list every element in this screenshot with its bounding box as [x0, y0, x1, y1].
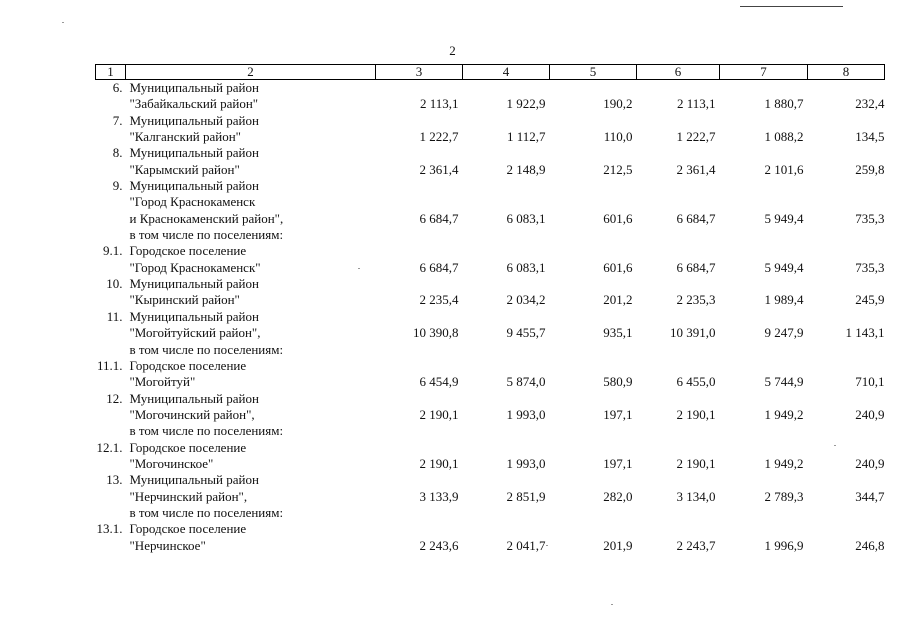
value-cell: [463, 342, 550, 358]
value-cell: [550, 342, 637, 358]
table-row: [96, 243, 885, 276]
row-name: [126, 472, 376, 505]
value-cell: 197,1: [603, 406, 633, 422]
row-name-line: "Кыринский район": [129, 292, 240, 308]
value-cell: 1 949,2: [764, 455, 804, 471]
header-cell: 1: [96, 65, 126, 80]
value-cell: [637, 505, 720, 521]
value-cell: 2 101,6: [764, 161, 804, 177]
row-number: 8.: [112, 145, 123, 161]
row-name: [126, 178, 376, 227]
value-cell: 1 088,2: [764, 129, 804, 145]
value-cell: 212,5: [603, 161, 633, 177]
row-number: [96, 505, 126, 521]
value-cell: 2 190,1: [676, 406, 716, 422]
row-number: 11.: [106, 308, 123, 324]
row-name-line: "Нерчинский район",: [129, 488, 248, 504]
row-number: [96, 423, 126, 439]
value-cell: 6 684,7: [419, 210, 459, 226]
value-cell: 1 222,7: [419, 129, 459, 145]
top-rule: [740, 6, 843, 7]
value-cell: [463, 227, 550, 243]
value-cell: 735,3: [855, 210, 885, 226]
row-number: 10.: [106, 276, 123, 292]
value-cell: 3 133,9: [419, 488, 459, 504]
row-name: [126, 243, 376, 276]
header-cell: 4: [463, 65, 550, 80]
value-cell: 110,0: [603, 129, 633, 145]
value-cell: 6 083,1: [506, 210, 546, 226]
row-number: 12.1.: [96, 439, 123, 455]
table-row: [96, 113, 885, 146]
row-name: [126, 309, 376, 342]
value-cell: 201,2: [603, 292, 633, 308]
row-name-line: Муниципальный район: [129, 178, 259, 194]
value-cell: 245,9: [855, 292, 885, 308]
value-cell: 1 996,9: [764, 537, 804, 553]
value-cell: [808, 227, 885, 243]
value-cell: 2 113,1: [676, 96, 716, 112]
value-cell: 1 989,4: [764, 292, 804, 308]
table-row: [96, 423, 885, 439]
value-cell: 134,5: [855, 129, 885, 145]
value-cell: [550, 423, 637, 439]
row-name-line: в том числе по поселениям:: [129, 227, 284, 243]
table-row: [96, 342, 885, 358]
table-row: [96, 358, 885, 391]
header-cell: 3: [376, 65, 463, 80]
value-cell: [376, 505, 463, 521]
table-row: [96, 145, 885, 178]
value-cell: 2 235,4: [419, 292, 459, 308]
row-name-line: Муниципальный район: [129, 308, 259, 324]
row-name-line: Муниципальный район: [129, 276, 259, 292]
value-cell: 6 684,7: [419, 259, 459, 275]
value-cell: 2 148,9: [506, 161, 546, 177]
value-cell: 1 949,2: [764, 406, 804, 422]
table-row: [96, 309, 885, 342]
row-name-line: Муниципальный район: [129, 472, 259, 488]
row-number: 6.: [112, 80, 123, 95]
row-name: [126, 227, 376, 243]
row-name-line: "Нерчинское": [129, 537, 206, 553]
row-name-line: Муниципальный район: [129, 145, 259, 161]
row-name-line: Городское поселение: [129, 439, 247, 455]
table-row: [96, 472, 885, 505]
header-row: [96, 65, 885, 80]
row-name-line: Муниципальный район: [129, 112, 259, 128]
value-cell: 2 243,7: [676, 537, 716, 553]
header-cell: 7: [720, 65, 808, 80]
row-number: 13.1.: [96, 521, 123, 537]
value-cell: 1 143,1: [845, 325, 885, 341]
row-name-line: "Могочинское": [129, 455, 214, 471]
value-cell: 2 034,2: [506, 292, 546, 308]
value-cell: 232,4: [855, 96, 885, 112]
row-number: 12.: [106, 390, 123, 406]
row-name: [126, 423, 376, 439]
value-cell: 1 922,9: [506, 96, 546, 112]
value-cell: 2 235,3: [676, 292, 716, 308]
value-cell: 601,6: [603, 210, 633, 226]
budget-table: [95, 64, 885, 554]
value-cell: 190,2: [603, 96, 633, 112]
scan-speck: [834, 445, 836, 446]
table-row: [96, 80, 885, 113]
row-name: [126, 342, 376, 358]
table-body: [96, 80, 885, 554]
value-cell: 240,9: [855, 406, 885, 422]
row-name: [126, 80, 376, 113]
header-cell: 8: [808, 65, 885, 80]
value-cell: 1 880,7: [764, 96, 804, 112]
row-name-line: "Могочинский район",: [129, 406, 255, 422]
value-cell: 240,9: [855, 455, 885, 471]
row-name-line: "Город Краснокаменск": [129, 259, 261, 275]
value-cell: 5 744,9: [764, 374, 804, 390]
value-cell: 2 190,1: [676, 455, 716, 471]
value-cell: 10 390,8: [413, 325, 459, 341]
scan-speck: [611, 604, 613, 605]
value-cell: [720, 227, 808, 243]
row-number: 13.: [106, 472, 123, 488]
value-cell: [637, 227, 720, 243]
value-cell: 735,3: [855, 259, 885, 275]
value-cell: 580,9: [603, 374, 633, 390]
value-cell: 2 361,4: [676, 161, 716, 177]
value-cell: 344,7: [855, 488, 885, 504]
row-name: [126, 358, 376, 391]
value-cell: 3 134,0: [676, 488, 716, 504]
value-cell: 2 361,4: [419, 161, 459, 177]
scan-speck: [62, 22, 64, 23]
row-name-line: Муниципальный район: [129, 390, 259, 406]
row-name: [126, 145, 376, 178]
table-row: [96, 521, 885, 554]
value-cell: 6 083,1: [506, 259, 546, 275]
scan-speck: [358, 268, 360, 269]
table-row: [96, 391, 885, 424]
value-cell: [720, 423, 808, 439]
header-cell: 6: [637, 65, 720, 80]
value-cell: 2 113,1: [419, 96, 459, 112]
value-cell: 1 222,7: [676, 129, 716, 145]
value-cell: 9 247,9: [764, 325, 804, 341]
row-name-line: "Город Краснокаменск: [129, 194, 256, 210]
value-cell: [637, 423, 720, 439]
row-number: 11.1.: [96, 357, 123, 373]
header-cell: 5: [550, 65, 637, 80]
value-cell: [720, 342, 808, 358]
row-number: [96, 227, 126, 243]
value-cell: [376, 423, 463, 439]
value-cell: [637, 342, 720, 358]
value-cell: 6 684,7: [676, 259, 716, 275]
row-name-line: "Калганский район": [129, 129, 241, 145]
value-cell: [720, 505, 808, 521]
value-cell: 5 874,0: [506, 374, 546, 390]
value-cell: 2 190,1: [419, 455, 459, 471]
value-cell: [463, 423, 550, 439]
value-cell: 2 041,7: [506, 537, 546, 553]
row-name: [126, 505, 376, 521]
table-row: [96, 276, 885, 309]
page-number: 2: [449, 43, 456, 58]
row-name-line: Городское поселение: [129, 243, 247, 259]
scan-speck: [546, 545, 548, 546]
row-name-line: Городское поселение: [129, 521, 247, 537]
row-name: [126, 391, 376, 424]
value-cell: [808, 342, 885, 358]
row-name-line: в том числе по поселениям:: [129, 341, 284, 357]
value-cell: 259,8: [855, 161, 885, 177]
value-cell: 5 949,4: [764, 259, 804, 275]
table-row: [96, 440, 885, 473]
row-name-line: в том числе по поселениям:: [129, 504, 284, 520]
value-cell: [550, 227, 637, 243]
value-cell: [463, 505, 550, 521]
value-cell: [808, 423, 885, 439]
value-cell: [550, 505, 637, 521]
row-name: [126, 521, 376, 554]
row-name-line: "Карымский район": [129, 161, 240, 177]
value-cell: 6 455,0: [676, 374, 716, 390]
row-name-line: и Краснокаменский район",: [129, 210, 284, 226]
value-cell: 246,8: [855, 537, 885, 553]
value-cell: 282,0: [603, 488, 633, 504]
row-number: 7.: [112, 112, 123, 128]
row-name-line: "Могойтуй": [129, 374, 196, 390]
value-cell: 2 190,1: [419, 406, 459, 422]
row-name: [126, 276, 376, 309]
row-number: 9.: [112, 178, 123, 194]
row-name: [126, 440, 376, 473]
header-cell: 2: [126, 65, 376, 80]
row-name-line: Муниципальный район: [129, 80, 259, 95]
row-name-line: "Могойтуйский район",: [129, 325, 261, 341]
value-cell: 10 391,0: [670, 325, 716, 341]
row-name-line: Городское поселение: [129, 357, 247, 373]
value-cell: 2 789,3: [764, 488, 804, 504]
table-row: [96, 505, 885, 521]
value-cell: 2 243,6: [419, 537, 459, 553]
table-row: [96, 227, 885, 243]
value-cell: 197,1: [603, 455, 633, 471]
row-name-line: "Забайкальский район": [129, 96, 259, 112]
value-cell: [376, 227, 463, 243]
value-cell: 2 851,9: [506, 488, 546, 504]
value-cell: 9 455,7: [506, 325, 546, 341]
value-cell: 5 949,4: [764, 210, 804, 226]
value-cell: 1 993,0: [506, 406, 546, 422]
row-name-line: в том числе по поселениям:: [129, 423, 284, 439]
row-number: [96, 342, 126, 358]
table-header: [96, 65, 885, 80]
value-cell: 1 112,7: [506, 129, 546, 145]
value-cell: 710,1: [855, 374, 885, 390]
value-cell: [808, 505, 885, 521]
value-cell: [376, 342, 463, 358]
row-name: [126, 113, 376, 146]
value-cell: 935,1: [603, 325, 633, 341]
value-cell: 601,6: [603, 259, 633, 275]
value-cell: 1 993,0: [506, 455, 546, 471]
row-number: 9.1.: [103, 243, 123, 259]
table-row: [96, 178, 885, 227]
value-cell: 201,9: [603, 537, 633, 553]
value-cell: 6 454,9: [419, 374, 459, 390]
value-cell: 6 684,7: [676, 210, 716, 226]
